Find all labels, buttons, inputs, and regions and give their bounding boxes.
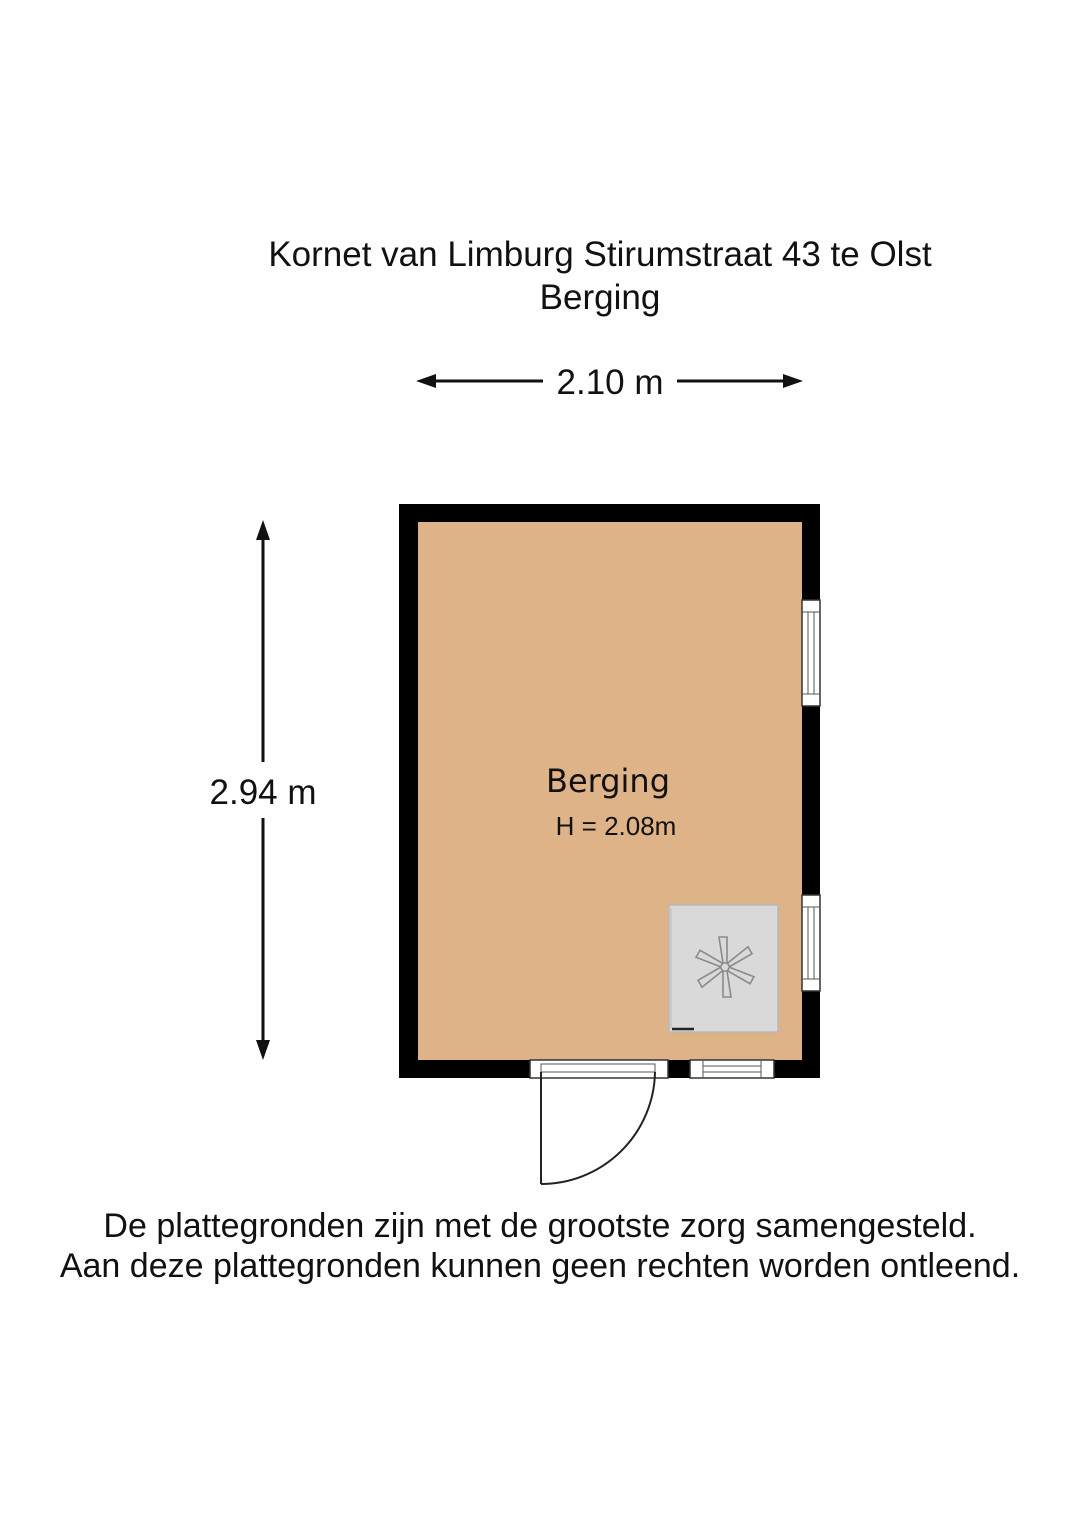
depth-arrow-bottom — [256, 1040, 270, 1060]
depth-dimension-label: 2.94 m — [209, 773, 317, 812]
washing-machine-icon — [669, 905, 778, 1032]
room-height-label: H = 2.08m — [555, 811, 677, 841]
door-threshold — [541, 1064, 655, 1072]
plan-floor-title: Berging — [539, 278, 661, 317]
room-name-label: Berging — [545, 762, 671, 800]
plan-address-title: Kornet van Limburg Stirumstraat 43 te Olst — [268, 235, 932, 274]
window-right-upper — [802, 600, 820, 706]
door — [530, 1060, 668, 1184]
depth-arrow-top — [256, 520, 270, 540]
disclaimer-line-1: De plattegronden zijn met de grootste zorg samengesteld. — [103, 1207, 977, 1245]
door-swing-arc — [541, 1072, 655, 1184]
window-right-lower — [802, 895, 820, 991]
width-dimension — [416, 363, 803, 402]
disclaimer-line-2: Aan deze plattegronden kunnen geen rechten worden ontleend. — [59, 1247, 1021, 1285]
width-arrow-left — [416, 374, 436, 388]
width-dimension-label: 2.10 m — [556, 363, 664, 402]
width-arrow-right — [783, 374, 803, 388]
window-bottom — [690, 1060, 774, 1078]
depth-dimension — [210, 520, 317, 1060]
